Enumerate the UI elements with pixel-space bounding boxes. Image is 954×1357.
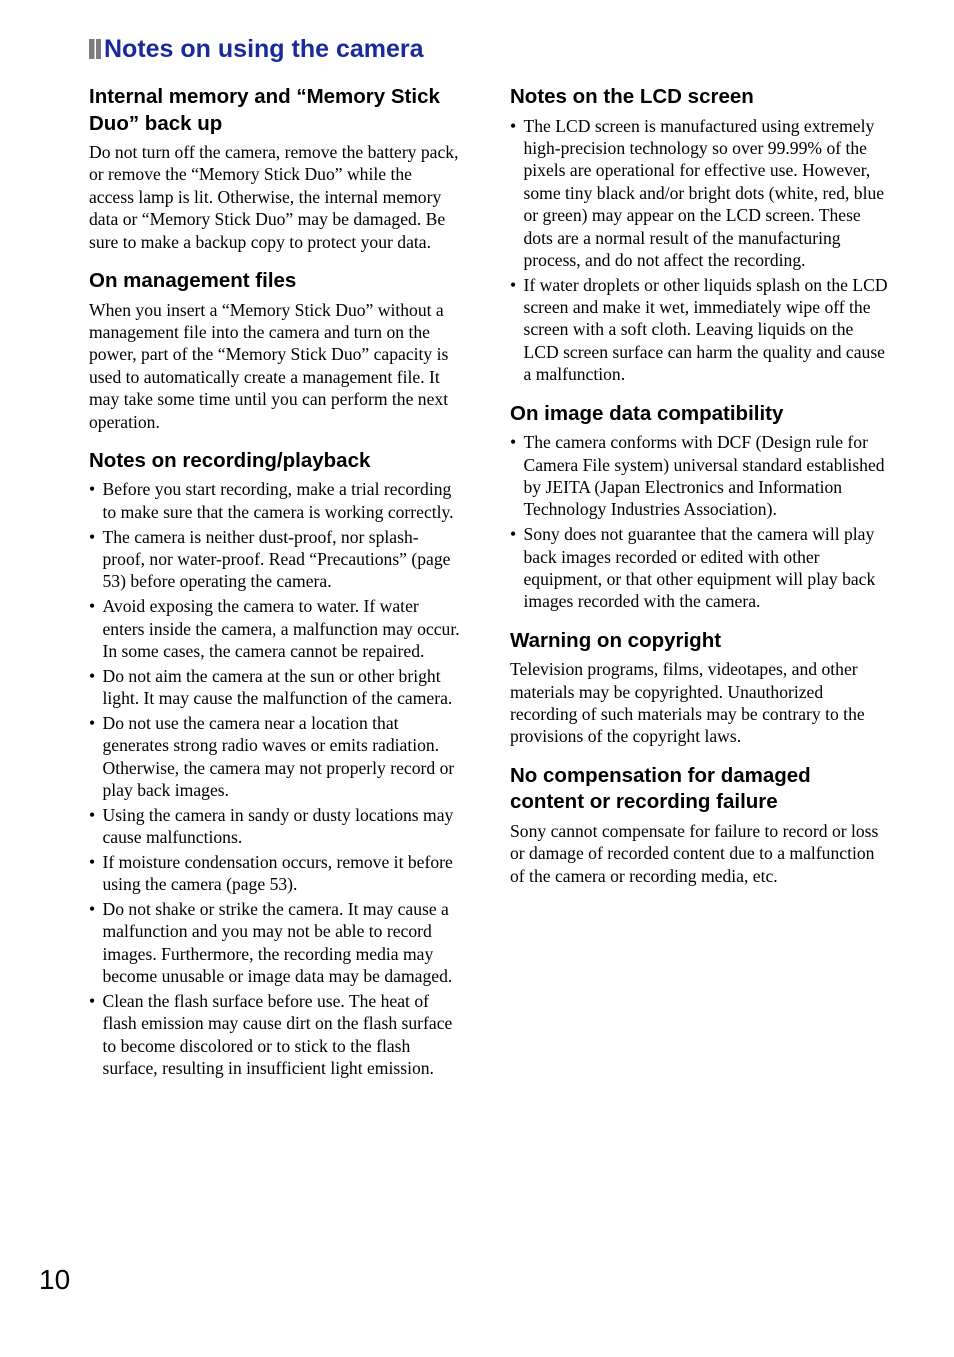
section-management-files — [89, 268, 461, 433]
page-title — [89, 34, 424, 64]
section-no-compensation — [510, 763, 888, 887]
management-files-text: When you insert a “Memory Stick Duo” without a management file into the camera and turn on the power, part of the “Memory Stick Duo” capacity is used to automatically create a management file. It may take some time until you can perform the next operation. — [89, 299, 449, 432]
list-item: • The camera conforms with DCF (Design rule for Camera File system) universal standard established by JEITA (Japan Electronics and Information Technology Industries Association). — [510, 431, 888, 521]
image-data-list — [510, 431, 888, 613]
page-number: 10 — [39, 1264, 71, 1295]
lcd-screen-heading: Notes on the LCD screen — [510, 85, 754, 108]
list-item: • Do not aim the camera at the sun or other bright light. It may cause the malfunction of the camera. — [89, 665, 461, 710]
lcd-screen-list — [510, 115, 888, 386]
page-title-text: Notes on using the camera — [104, 35, 424, 63]
internal-memory-heading: Internal memory and “Memory Stick Duo” back up — [89, 85, 440, 135]
right-column — [510, 84, 888, 902]
section-copyright — [510, 628, 888, 748]
list-item: • Clean the flash surface before use. The heat of flash emission may cause dirt on the flash surface to become discolored or to stick to the flash surface, resulting in insufficient light emission. — [89, 990, 461, 1080]
copyright-text: Television programs, films, videotapes, and other materials may be copyrighted. Unauthorized recording of such materials may be contrary to the provisions of the copyright laws. — [510, 659, 865, 747]
list-item: • The camera is neither dust-proof, nor splash-proof, nor water-proof. Read “Precautions” (page 53) before operating the camera. — [89, 526, 461, 593]
image-data-heading: On image data compatibility — [510, 401, 784, 425]
recording-playback-heading: Notes on recording/playback — [89, 448, 371, 472]
section-lcd-screen — [510, 84, 888, 386]
section-marker-icon — [89, 39, 101, 59]
section-image-data — [510, 401, 888, 613]
copyright-heading: Warning on copyright — [510, 628, 722, 652]
list-item: • Do not use the camera near a location that generates strong radio waves or emits radiation. Otherwise, the camera may not properly record or play back images. — [89, 712, 461, 802]
management-files-heading: On management files — [89, 269, 297, 293]
list-item: • Do not shake or strike the camera. It may cause a malfunction and you may not be able to record images. Furthermore, the recording media may become unusable or image data may be damaged. — [89, 898, 461, 988]
internal-memory-text: Do not turn off the camera, remove the battery pack, or remove the “Memory Stick Duo” while the access lamp is lit. Otherwise, the internal memory data or “Memory Stick Duo” may be damaged. Be sure to make a backup copy to protect your data. — [89, 142, 459, 252]
list-item: • Sony does not guarantee that the camera will play back images recorded or edited with other equipment, or that other equipment will play back images recorded with the camera. — [510, 523, 888, 613]
recording-playback-list — [89, 478, 461, 1079]
list-item: • Avoid exposing the camera to water. If water enters inside the camera, a malfunction may occur. In some cases, the camera cannot be repaired. — [89, 595, 461, 662]
list-item: • Before you start recording, make a trial recording to make sure that the camera is working correctly. — [89, 478, 461, 523]
section-internal-memory — [89, 84, 461, 253]
list-item: • If water droplets or other liquids splash on the LCD screen and make it wet, immediately wipe off the screen with a soft cloth. Leaving liquids on the LCD screen surface can harm the quality and cause a malfunction. — [510, 274, 888, 386]
no-compensation-text: Sony cannot compensate for failure to record or loss or damage of recorded content due to a malfunction of the camera or recording media, etc. — [510, 820, 879, 886]
section-recording-playback — [89, 448, 461, 1079]
list-item: • If moisture condensation occurs, remove it before using the camera (page 53). — [89, 851, 461, 896]
list-item: • The LCD screen is manufactured using extremely high-precision technology so over 99.99% of the pixels are operational for effective use. However, some tiny black and/or bright dots (white, red, blue or green) may appear on the LCD screen. These dots are a normal result of the manufacturing process, and do not affect the recording. — [510, 115, 888, 272]
list-item: • Using the camera in sandy or dusty locations may cause malfunctions. — [89, 804, 461, 849]
no-compensation-heading: No compensation for damaged content or recording failure — [510, 763, 811, 814]
left-column — [89, 84, 461, 1094]
